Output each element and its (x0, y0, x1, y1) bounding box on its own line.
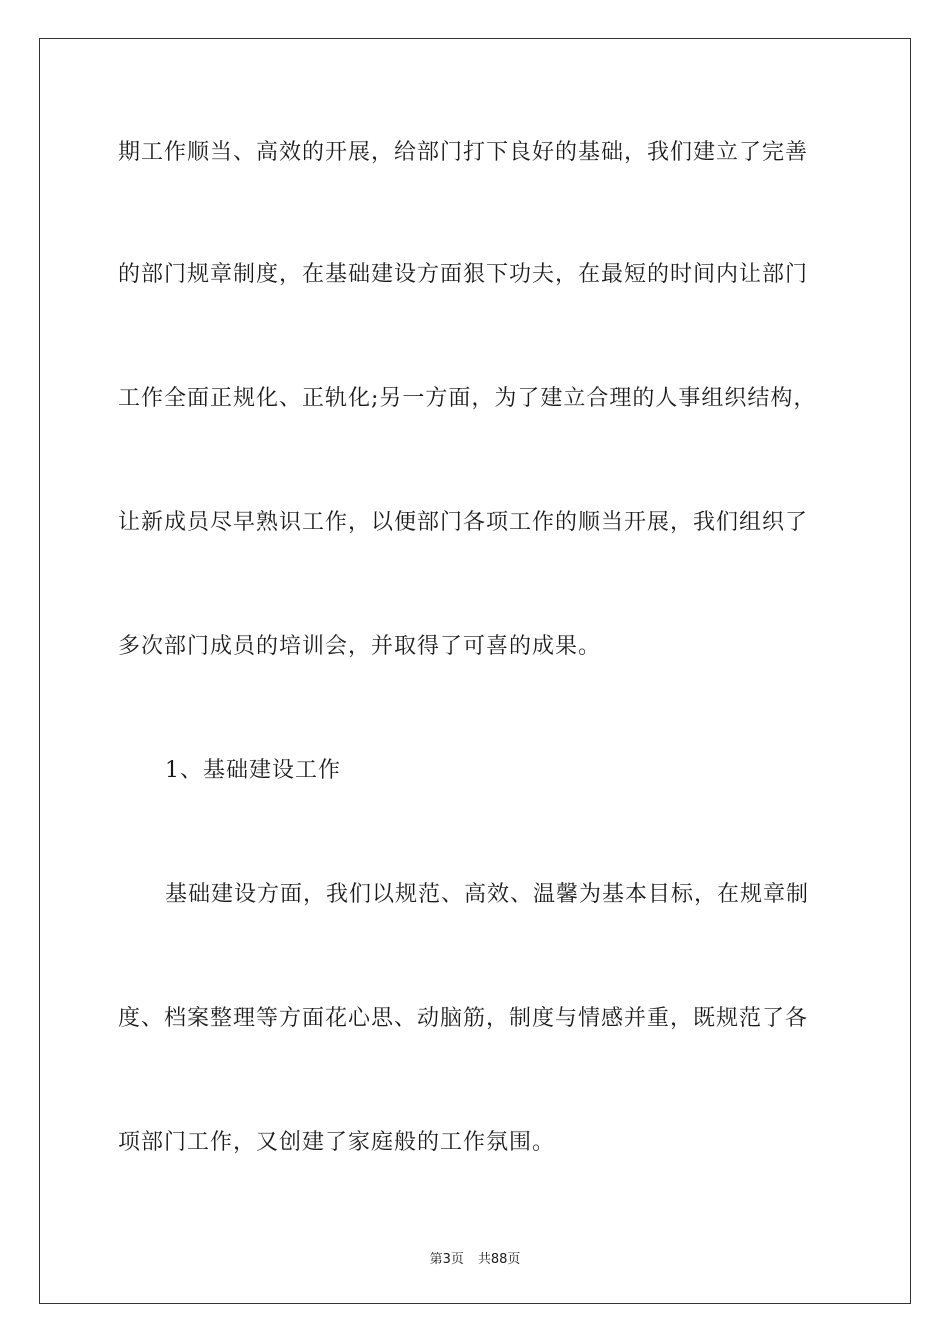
page-footer (0, 1248, 950, 1267)
body-text-line: 项部门工作，又创建了家庭般的工作氛围。 (118, 1130, 556, 1155)
page-border (39, 38, 911, 1304)
body-text-line: 工作全面正规化、正轨化;另一方面，为了建立合理的人事组织结构， (118, 386, 817, 411)
section-heading: 1、基础建设工作 (165, 758, 341, 783)
body-text-line: 度、档案整理等方面花心思、动脑筋，制度与情感并重，既规范了各 (118, 1006, 809, 1031)
page-total: 共88页 (477, 1252, 521, 1267)
body-text-line: 基础建设方面，我们以规范、高效、温馨为基本目标，在规章制 (165, 882, 810, 907)
body-text-line: 期工作顺当、高效的开展，给部门打下良好的基础，我们建立了完善 (118, 140, 809, 165)
page-number: 第3页 (429, 1252, 464, 1267)
body-text-line: 让新成员尽早熟识工作，以便部门各项工作的顺当开展，我们组织了 (118, 510, 809, 535)
body-text-line: 的部门规章制度，在基础建设方面狠下功夫，在最短的时间内让部门 (118, 262, 809, 287)
body-text-line: 多次部门成员的培训会，并取得了可喜的成果。 (118, 634, 602, 659)
